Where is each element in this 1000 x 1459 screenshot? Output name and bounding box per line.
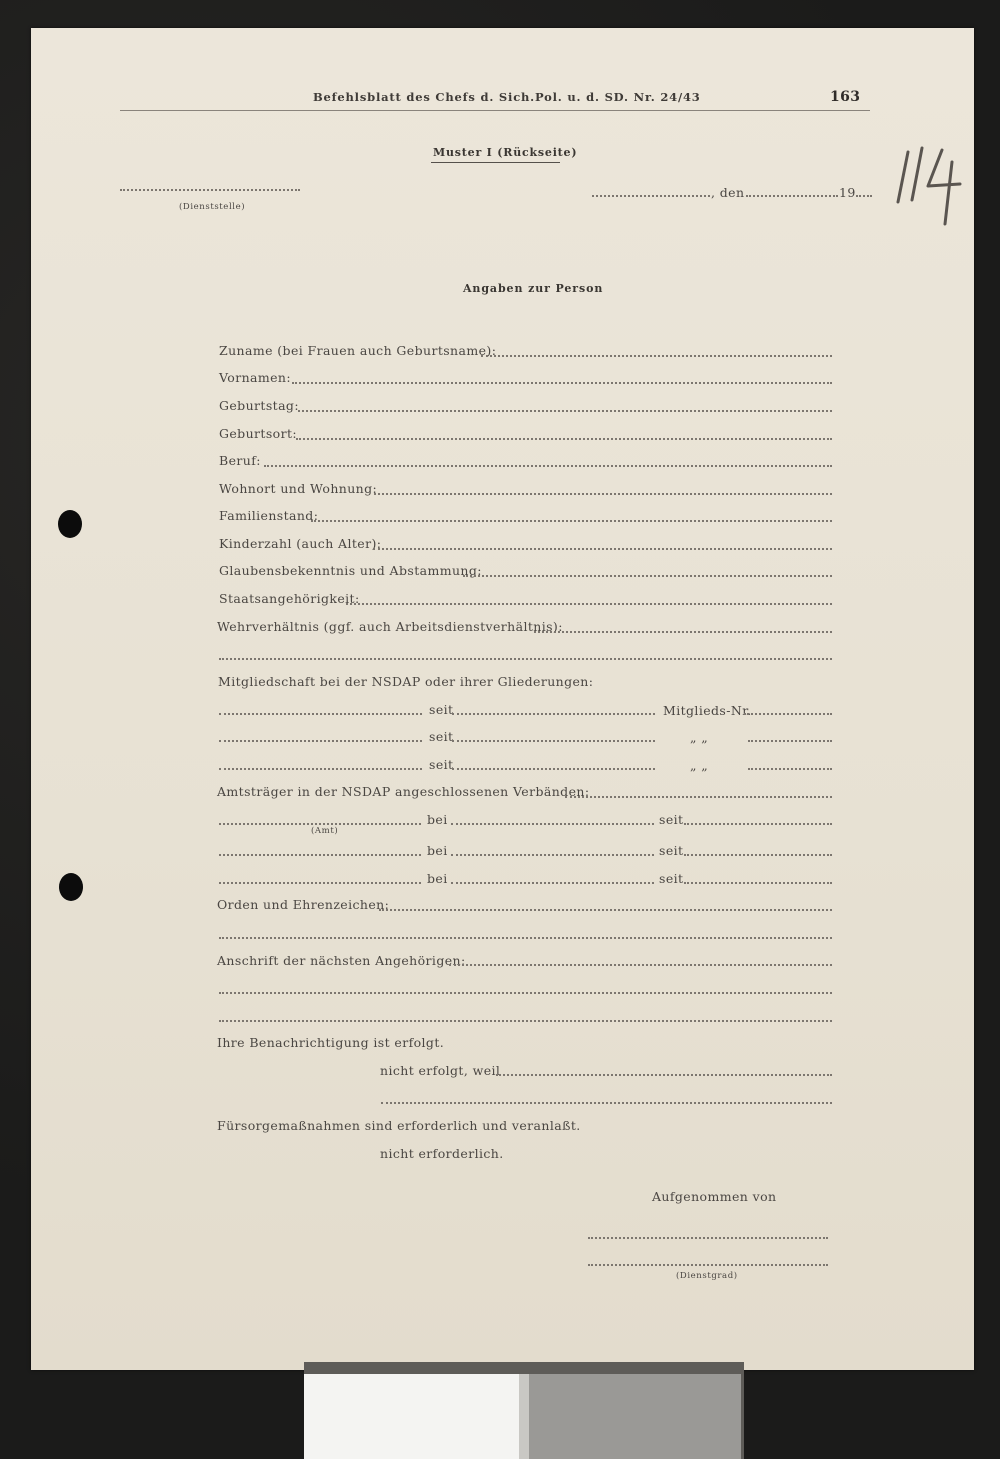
amt-row1-amt-line[interactable] — [219, 823, 421, 825]
amt-row1-bei-line[interactable] — [451, 823, 654, 825]
dienststelle-label: (Dienststelle) — [179, 202, 246, 212]
nicht-erforderlich-label: nicht erforderlich. — [380, 1146, 504, 1161]
document-page — [31, 28, 974, 1370]
aufgenommen-dienstgrad-line[interactable] — [588, 1264, 828, 1266]
field-beruf-line[interactable] — [264, 465, 832, 467]
field-familienstand-line[interactable] — [311, 520, 832, 522]
amt-row1-seit: seit — [659, 812, 684, 827]
field-zuname-label: Zuname (bei Frauen auch Geburtsname): — [219, 343, 497, 358]
benachrichtigung-label: Ihre Benachrichtigung ist erfolgt. — [217, 1035, 445, 1050]
field-amtstraeger-label: Amtsträger in der NSDAP angeschlossenen Verbänden: — [217, 784, 590, 799]
field-geburtstag-label: Geburtstag: — [219, 398, 299, 413]
den-label: den — [719, 185, 745, 200]
field-vornamen-label: Vornamen: — [219, 370, 291, 385]
field-geburtsort-line[interactable] — [296, 438, 832, 440]
field-wehrverhaeltnis-label: Wehrverhältnis (ggf. auch Arbeitsdienstverhältnis): — [217, 619, 563, 634]
field-staatsangehoerigkeit-label: Staatsangehörigkeit: — [219, 591, 360, 606]
mitgliedschaft-row3-seit: seit — [429, 757, 454, 772]
section-title: Angaben zur Person — [463, 282, 604, 295]
field-zuname-line[interactable] — [481, 355, 832, 357]
field-beruf-label: Beruf: — [219, 453, 261, 468]
field-kinderzahl-label: Kinderzahl (auch Alter): — [219, 536, 382, 551]
field-wohnort-line[interactable] — [374, 493, 832, 495]
field-familienstand-label: Familienstand: — [219, 508, 319, 523]
date-line — [746, 195, 838, 197]
field-anschrift-line[interactable] — [449, 964, 832, 966]
amt-row3-bei-line[interactable] — [451, 882, 654, 884]
field-wohnort-label: Wohnort und Wohnung: — [219, 481, 378, 496]
mitgliedschaft-row2-seit: seit — [429, 729, 454, 744]
handwritten-folio-number — [890, 140, 970, 230]
nicht-erfolgt-label: nicht erfolgt, weil — [380, 1063, 501, 1078]
field-mitgliedschaft-label: Mitgliedschaft bei der NSDAP oder ihrer Gliederungen: — [218, 674, 594, 689]
field-glaubensbekenntnis-line[interactable] — [463, 575, 832, 577]
mitgliedschaft-row1-seit-line[interactable] — [452, 713, 655, 715]
header-title: Befehlsblatt des Chefs d. Sich.Pol. u. d. SD. Nr. 24/43 — [313, 90, 701, 104]
amt-row2-seit: seit — [659, 843, 684, 858]
punch-hole-upper — [58, 510, 82, 538]
year-line — [856, 195, 872, 197]
amt-row2-seit-line[interactable] — [684, 854, 832, 856]
amt-row2-amt-line[interactable] — [219, 854, 421, 856]
nicht-erfolgt-line[interactable] — [496, 1074, 832, 1076]
mitgliedschaft-row3-seit-line[interactable] — [452, 768, 655, 770]
field-wehrverhaeltnis-line-2[interactable] — [219, 658, 832, 660]
amt-row3-seit: seit — [659, 871, 684, 886]
date-den: , den — [711, 185, 745, 200]
mitgliedschaft-row2-name[interactable] — [219, 740, 422, 742]
mitglieds-nr-label: Mitglieds-Nr. — [663, 703, 752, 718]
amt-row3-amt-line[interactable] — [219, 882, 421, 884]
field-orden-label: Orden und Ehrenzeichen: — [217, 897, 390, 912]
mitgliedschaft-row1-seit: seit — [429, 702, 454, 717]
aufgenommen-label: Aufgenommen von — [652, 1189, 777, 1204]
color-calibration-card — [304, 1362, 744, 1459]
year-prefix: 19 — [839, 185, 856, 200]
mitgliedschaft-row3-nr-line[interactable] — [748, 768, 832, 770]
ditto-mark-row3: „ „ — [690, 758, 709, 773]
amt-row1-seit-line[interactable] — [684, 823, 832, 825]
amt-label: (Amt) — [311, 826, 339, 836]
form-title: Muster I (Rückseite) — [433, 146, 578, 159]
mitgliedschaft-row2-seit-line[interactable] — [452, 740, 655, 742]
field-kinderzahl-line[interactable] — [373, 548, 832, 550]
dienststelle-line — [120, 189, 300, 191]
field-anschrift-label: Anschrift der nächsten Angehörigen: — [217, 953, 466, 968]
mitgliedschaft-row1-nr-line[interactable] — [744, 713, 832, 715]
field-orden-line-2[interactable] — [219, 937, 832, 939]
place-line — [592, 195, 710, 197]
field-anschrift-line-3[interactable] — [219, 1020, 832, 1022]
amt-row2-bei: bei — [427, 843, 448, 858]
form-title-underline — [431, 162, 560, 163]
field-wehrverhaeltnis-line[interactable] — [534, 631, 832, 633]
amt-row3-bei: bei — [427, 871, 448, 886]
field-anschrift-line-2[interactable] — [219, 992, 832, 994]
field-geburtstag-line[interactable] — [298, 410, 832, 412]
mitgliedschaft-row3-name[interactable] — [219, 768, 422, 770]
mitgliedschaft-row1-name[interactable] — [219, 713, 422, 715]
field-vornamen-line[interactable] — [292, 382, 832, 384]
fuersorge-label: Fürsorgemaßnahmen sind erforderlich und veranlaßt. — [217, 1118, 581, 1133]
amt-row2-bei-line[interactable] — [451, 854, 654, 856]
aufgenommen-name-line[interactable] — [588, 1237, 828, 1239]
page-number: 163 — [830, 89, 861, 105]
dienstgrad-label: (Dienstgrad) — [676, 1271, 738, 1281]
mitgliedschaft-row2-nr-line[interactable] — [748, 740, 832, 742]
ditto-mark-row2: „ „ — [690, 730, 709, 745]
nicht-erfolgt-line-2[interactable] — [381, 1102, 832, 1104]
field-orden-line[interactable] — [379, 909, 832, 911]
field-staatsangehoerigkeit-line[interactable] — [346, 603, 832, 605]
field-amtstraeger-line[interactable] — [565, 796, 832, 798]
field-geburtsort-label: Geburtsort: — [219, 426, 297, 441]
punch-hole-lower — [59, 873, 83, 901]
amt-row3-seit-line[interactable] — [684, 882, 832, 884]
header-rule — [120, 110, 870, 111]
amt-row1-bei: bei — [427, 812, 448, 827]
field-glaubensbekenntnis-label: Glaubensbekenntnis und Abstammung: — [219, 563, 482, 578]
